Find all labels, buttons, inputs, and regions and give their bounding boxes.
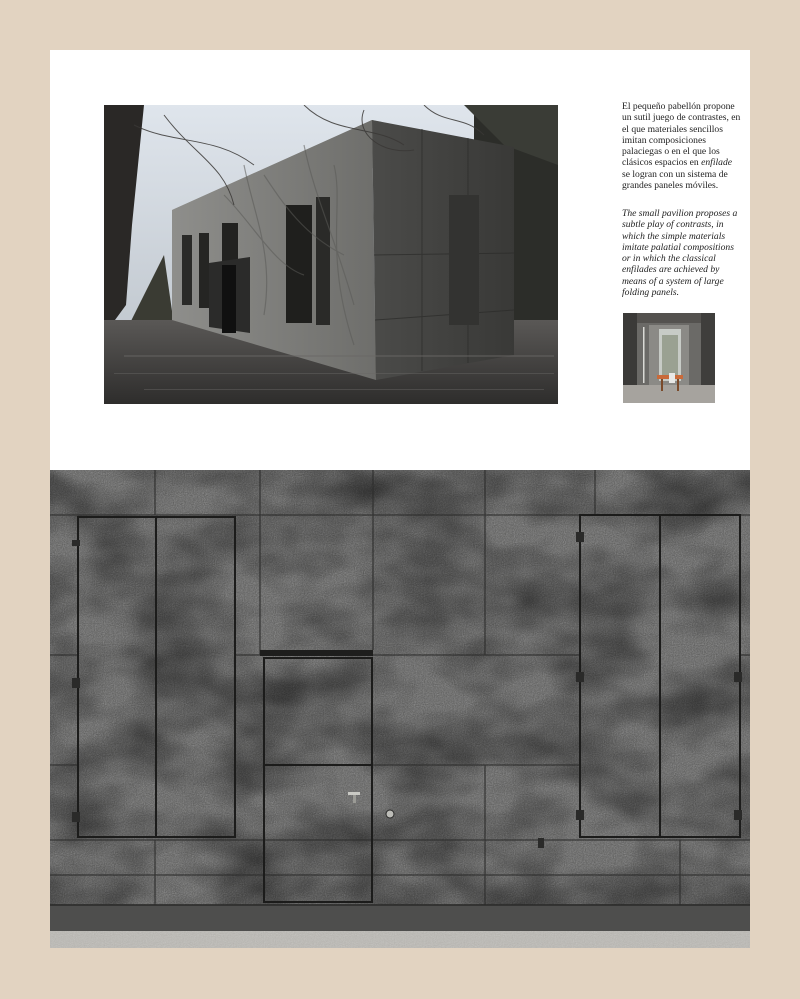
caption-spanish-text-end: se logran con un sistema de grandes paneles móviles. — [622, 168, 728, 192]
pavilion-interior-thumbnail — [623, 313, 715, 403]
facade-detail-photo — [50, 470, 750, 948]
magazine-page — [50, 50, 750, 948]
caption-spanish — [622, 101, 742, 191]
caption-spanish-text-start: El pequeño pabellón propone un sutil juego de contrastes, en el que materiales sencillos imitan composiciones palaciegas o en el que los clásicos espacios en — [622, 101, 741, 169]
pavilion-exterior-photo — [104, 105, 558, 404]
caption-english: The small pavilion proposes a subtle play of contrasts, in which the simple materials imitate palatial compositions or in which the classical enfilades are achieved by means of a system of large folding panels. — [622, 208, 738, 299]
caption-spanish-emphasis: enfilade — [701, 157, 733, 169]
